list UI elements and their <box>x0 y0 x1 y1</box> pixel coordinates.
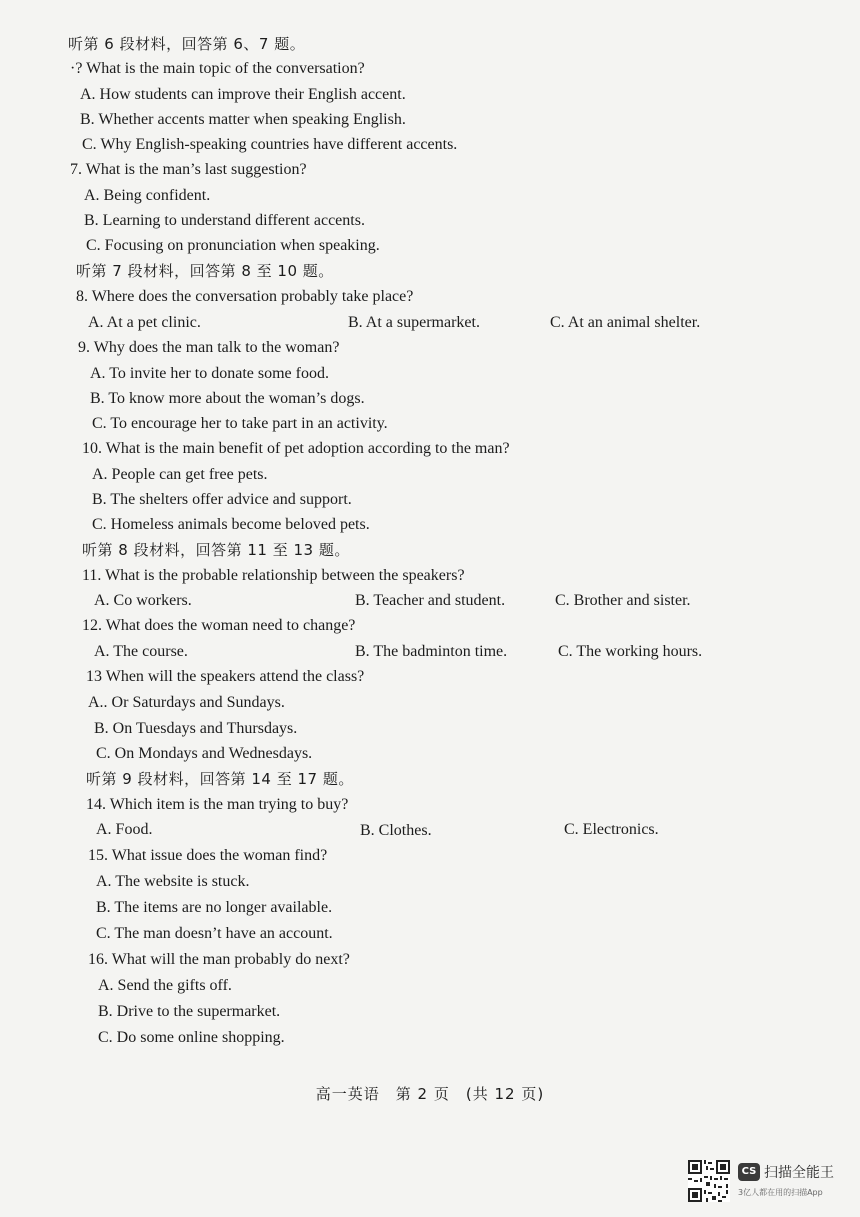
question-16-option-a: A. Send the gifts off. <box>98 977 232 994</box>
question-10-stem: 10. What is the main benefit of pet adoption according to the man? <box>82 440 510 457</box>
question-14-option-c: C. Electronics. <box>564 821 659 838</box>
section-9-instruction: 听第 9 段材料，回答第 14 至 17 题。 <box>86 770 354 788</box>
question-6-option-c: C. Why English-speaking countries have different accents. <box>82 136 458 153</box>
scanner-watermark <box>688 1160 853 1204</box>
question-10-option-b: B. The shelters offer advice and support. <box>92 491 352 508</box>
question-9-option-a: A. To invite her to donate some food. <box>90 365 329 382</box>
question-15-stem: 15. What issue does the woman find? <box>88 847 328 864</box>
section-6-instruction: 听第 6 段材料，回答第 6、7 题。 <box>68 35 306 53</box>
question-11-option-c: C. Brother and sister. <box>555 592 691 609</box>
question-15-option-b: B. The items are no longer available. <box>96 899 333 916</box>
question-7-stem: 7. What is the man’s last suggestion? <box>70 161 307 178</box>
question-8-option-c: C. At an animal shelter. <box>550 314 701 331</box>
question-9-stem: 9. Why does the man talk to the woman? <box>78 339 340 356</box>
camscanner-name: 扫描全能王 <box>764 1165 834 1181</box>
question-13-option-b: B. On Tuesdays and Thursdays. <box>94 720 298 737</box>
question-9-option-c: C. To encourage her to take part in an activity. <box>92 415 388 432</box>
question-8-option-b: B. At a supermarket. <box>348 314 480 331</box>
question-13-option-a: A.. Or Saturdays and Sundays. <box>88 694 285 711</box>
question-16-option-b: B. Drive to the supermarket. <box>98 1003 281 1020</box>
question-10-option-c: C. Homeless animals become beloved pets. <box>92 516 370 533</box>
question-16-option-c: C. Do some online shopping. <box>98 1029 285 1046</box>
question-7-option-c: C. Focusing on pronunciation when speaking. <box>86 237 380 254</box>
question-15-option-a: A. The website is stuck. <box>96 873 250 890</box>
question-12-option-a: A. The course. <box>94 643 188 660</box>
question-6-option-b: B. Whether accents matter when speaking English. <box>80 111 406 128</box>
question-9-option-b: B. To know more about the woman’s dogs. <box>90 390 365 407</box>
question-11-option-b: B. Teacher and student. <box>355 592 506 609</box>
question-15-option-c: C. The man doesn’t have an account. <box>96 925 333 942</box>
question-12-option-b: B. The badminton time. <box>355 643 508 660</box>
question-8-option-a: A. At a pet clinic. <box>88 314 201 331</box>
camscanner-tagline: 3亿人都在用的扫描App <box>738 1188 823 1197</box>
page-footer: 高一英语 第 2 页 (共 12 页) <box>315 1085 545 1103</box>
question-12-stem: 12. What does the woman need to change? <box>82 617 356 634</box>
question-11-stem: 11. What is the probable relationship between the speakers? <box>82 567 465 584</box>
question-11-option-a: A. Co workers. <box>94 592 192 609</box>
question-14-option-a: A. Food. <box>96 821 153 838</box>
question-13-option-c: C. On Mondays and Wednesdays. <box>96 745 313 762</box>
question-13-stem: 13 When will the speakers attend the class? <box>86 668 365 685</box>
question-7-option-a: A. Being confident. <box>84 187 211 204</box>
question-6-option-a: A. How students can improve their English accent. <box>80 86 406 103</box>
question-14-option-b: B. Clothes. <box>360 822 432 839</box>
question-14-stem: 14. Which item is the man trying to buy? <box>86 796 349 813</box>
section-8-instruction: 听第 8 段材料，回答第 11 至 13 题。 <box>82 541 350 559</box>
qr-code-icon <box>688 1160 730 1202</box>
camscanner-logo-icon: CS <box>738 1163 760 1181</box>
question-7-option-b: B. Learning to understand different accents. <box>84 212 365 229</box>
question-6-stem: ·? What is the main topic of the conversation? <box>70 60 365 77</box>
question-8-stem: 8. Where does the conversation probably take place? <box>76 288 414 305</box>
question-12-option-c: C. The working hours. <box>558 643 703 660</box>
question-16-stem: 16. What will the man probably do next? <box>88 951 350 968</box>
section-7-instruction: 听第 7 段材料，回答第 8 至 10 题。 <box>76 262 334 280</box>
question-10-option-a: A. People can get free pets. <box>92 466 268 483</box>
